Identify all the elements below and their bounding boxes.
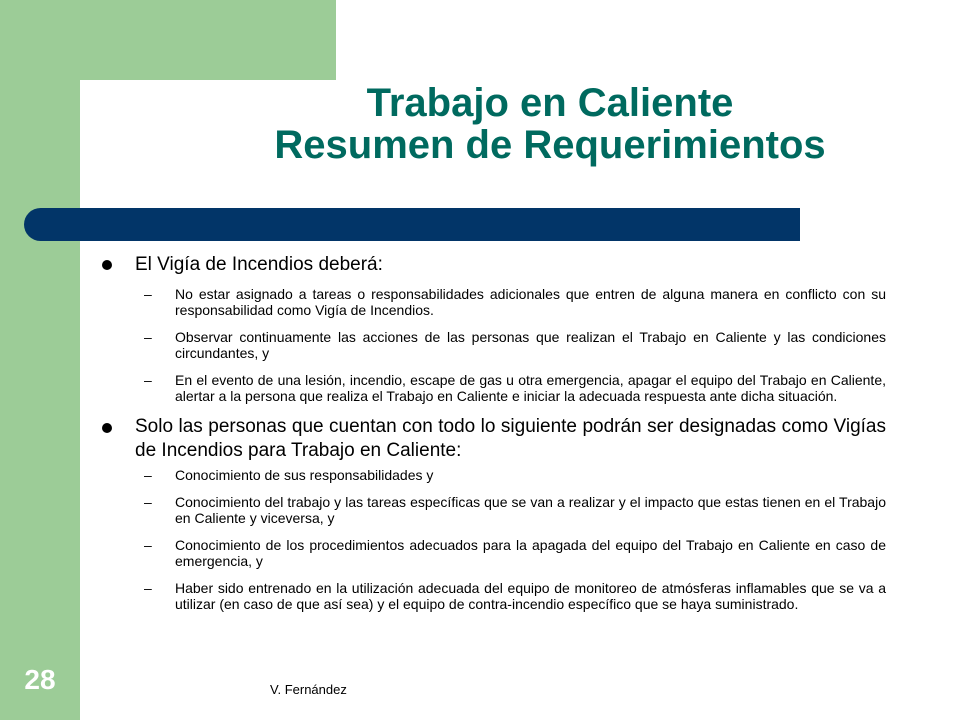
dash-icon: – <box>144 329 152 345</box>
slide-title <box>140 82 960 166</box>
sidebar-green-band <box>0 0 80 720</box>
dash-icon: – <box>144 286 152 302</box>
sub-item-text: Haber sido entrenado en la utilización adecuada del equipo de monitoreo de atmósferas inflamables que se va a utilizar (en caso de que así sea) y el equipo de contra-incendio específico que se haya suministrado. <box>175 580 886 612</box>
title-line-2: Resumen de Requerimientos <box>274 123 826 167</box>
sub-item-text: Observar continuamente las acciones de las personas que realizan el Trabajo en Caliente y las condiciones circundantes, y <box>175 329 886 361</box>
sub-item <box>100 372 886 404</box>
bullet-dot-icon <box>102 260 112 270</box>
sub-item <box>100 494 886 526</box>
slide-number: 28 <box>24 664 56 695</box>
author-footer: V. Fernández <box>270 682 347 697</box>
sub-item <box>100 467 886 483</box>
bullet-item <box>100 252 886 278</box>
sub-item <box>100 537 886 569</box>
bullet-item <box>100 415 886 463</box>
sub-item <box>100 286 886 318</box>
bullet-dot-icon <box>102 423 112 433</box>
bullet-text: Solo las personas que cuentan con todo lo siguiente podrán ser designadas como Vigías de Incendios para Trabajo en Caliente: <box>135 416 886 461</box>
bullet-text: El Vigía de Incendios deberá: <box>135 254 383 275</box>
sub-item-text: En el evento de una lesión, incendio, escape de gas u otra emergencia, apagar el equipo del Trabajo en Caliente, alertar a la persona que realiza el Trabajo en Caliente e iniciar la adecuada respuesta ante dicha situación. <box>175 372 886 404</box>
dash-icon: – <box>144 580 152 596</box>
sub-item <box>100 580 886 612</box>
sub-item-text: No estar asignado a tareas o responsabilidades adicionales que entren de alguna manera en conflicto con su responsabilidad como Vigía de Incendios. <box>175 286 886 318</box>
dash-icon: – <box>144 467 152 483</box>
title-line-1: Trabajo en Caliente <box>366 81 734 125</box>
sub-item <box>100 329 886 361</box>
dash-icon: – <box>144 494 152 510</box>
dash-icon: – <box>144 537 152 553</box>
sub-item-text: Conocimiento del trabajo y las tareas específicas que se van a realizar y el impacto que estas tienen en el Trabajo en Caliente y viceversa, y <box>175 494 886 526</box>
sub-item-text: Conocimiento de sus responsabilidades y <box>175 467 434 483</box>
header-green-block <box>80 0 336 80</box>
dash-icon: – <box>144 372 152 388</box>
sub-item-text: Conocimiento de los procedimientos adecuados para la apagada del equipo del Trabajo en Caliente en caso de emergencia, y <box>175 537 886 569</box>
title-underline-bar <box>24 208 800 241</box>
slide-body <box>100 252 886 623</box>
